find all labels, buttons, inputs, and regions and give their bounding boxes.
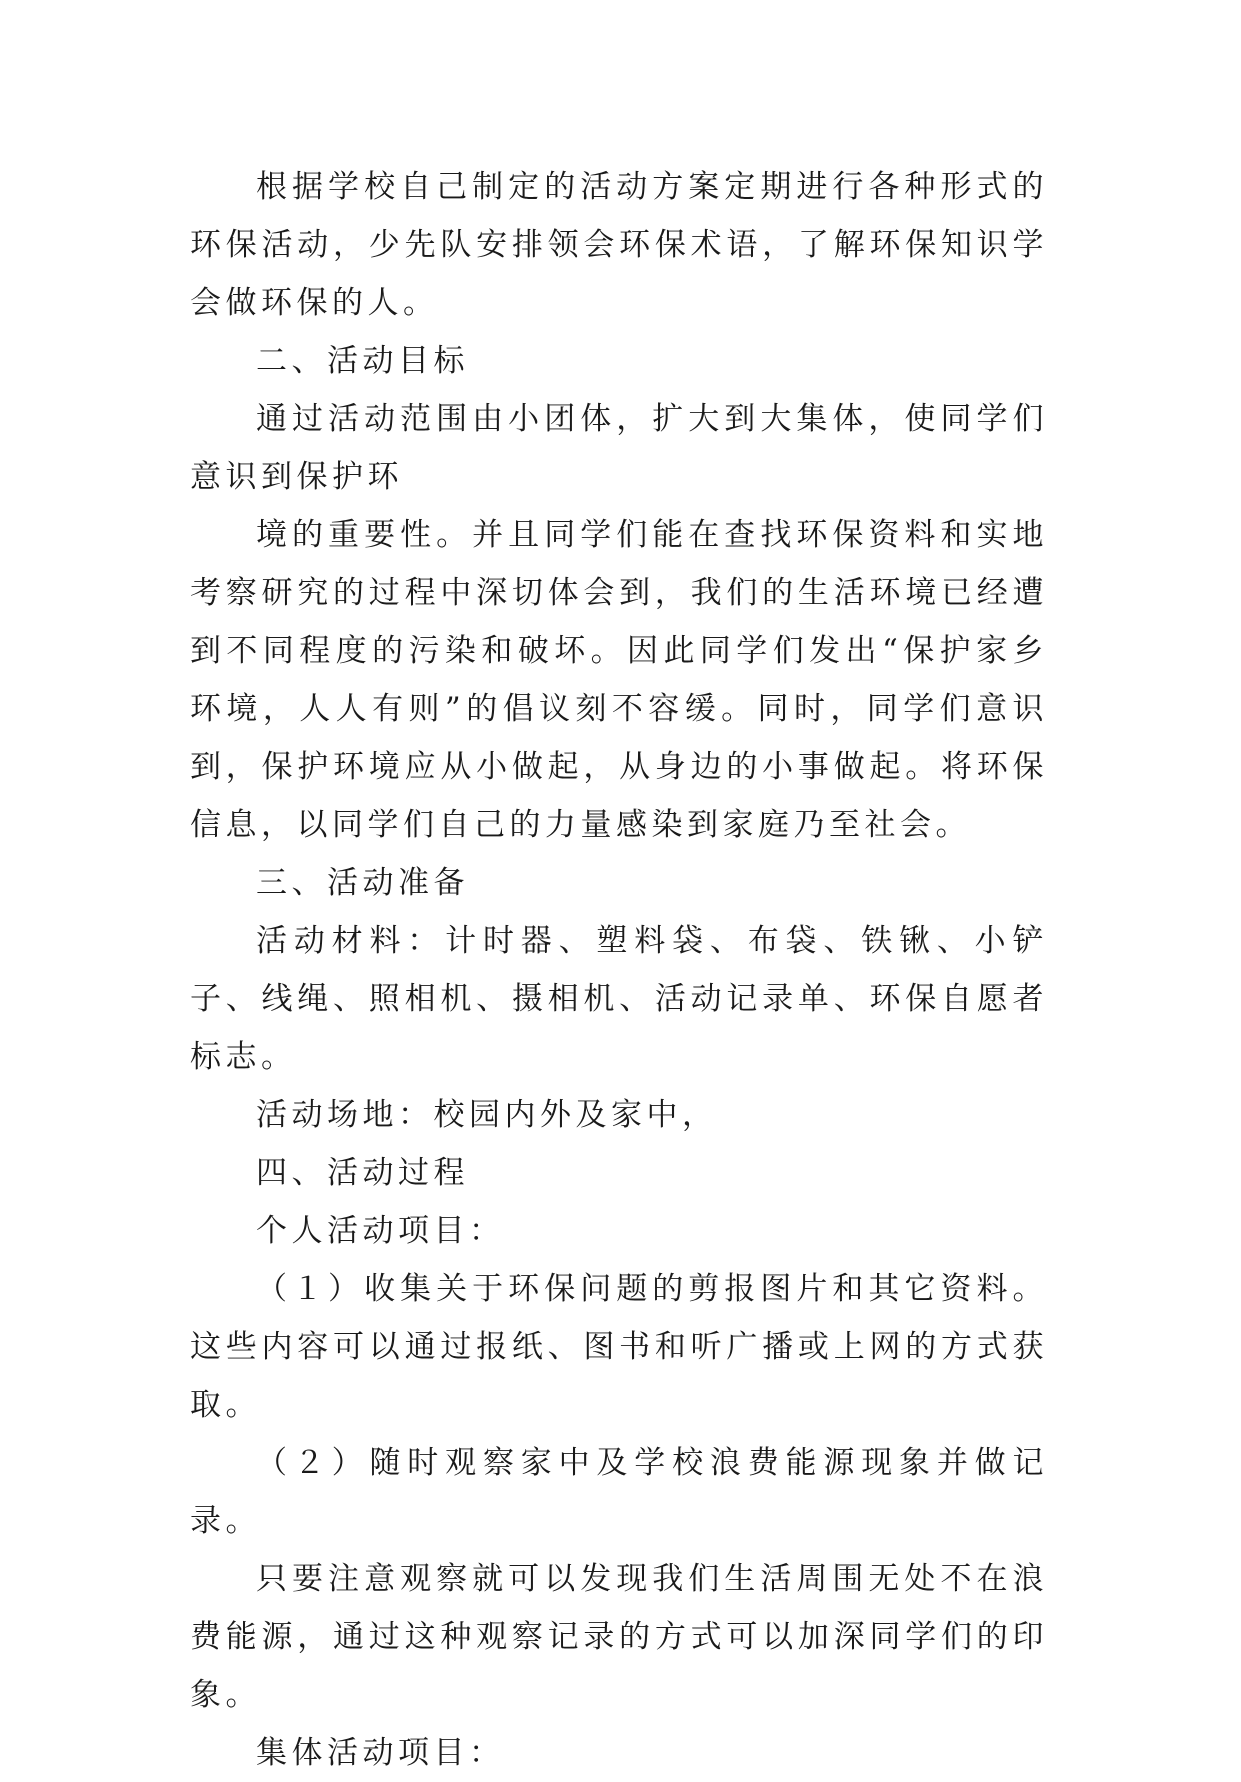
paragraph-goals-2: 境的重要性。并且同学们能在查找环保资料和实地考察研究的过程中深切体会到，我们的生活环境已经遭到不同程度的污染和破坏。因此同学们发出“保护家乡环境，人人有则”的倡议刻不容缓。同时，同学们意识到，保护环境应从小做起，从身边的小事做起。将环保信息，以同学们自己的力量感染到家庭乃至社会。 xyxy=(190,517,1048,843)
paragraph-item-1: （１）收集关于环保问题的剪报图片和其它资料。这些内容可以通过报纸、图书和听广播或上网的方式获取。 xyxy=(190,1271,1048,1423)
paragraph-individual-projects: 个人活动项目： xyxy=(256,1213,505,1249)
document-page xyxy=(190,158,1048,1782)
heading-activity-process: 四、活动过程 xyxy=(256,1155,469,1191)
paragraph-group-projects: 集体活动项目： xyxy=(256,1735,505,1771)
paragraph-goals-1: 通过活动范围由小团体，扩大到大集体，使同学们意识到保护环 xyxy=(190,401,1048,495)
paragraph-venue: 活动场地：校园内外及家中， xyxy=(256,1097,718,1133)
paragraph-materials: 活动材料：计时器、塑料袋、布袋、铁锹、小铲子、线绳、照相机、摄相机、活动记录单、环保自愿者标志。 xyxy=(190,923,1048,1075)
heading-activity-preparation: 三、活动准备 xyxy=(256,865,469,901)
heading-activity-goals: 二、活动目标 xyxy=(256,343,469,379)
paragraph-item-2: （２）随时观察家中及学校浪费能源现象并做记录。 xyxy=(190,1445,1048,1539)
paragraph-observation: 只要注意观察就可以发现我们生活周围无处不在浪费能源，通过这种观察记录的方式可以加深同学们的印象。 xyxy=(190,1561,1048,1713)
paragraph-intro: 根据学校自己制定的活动方案定期进行各种形式的环保活动，少先队安排领会环保术语，了解环保知识学会做环保的人。 xyxy=(190,169,1048,321)
